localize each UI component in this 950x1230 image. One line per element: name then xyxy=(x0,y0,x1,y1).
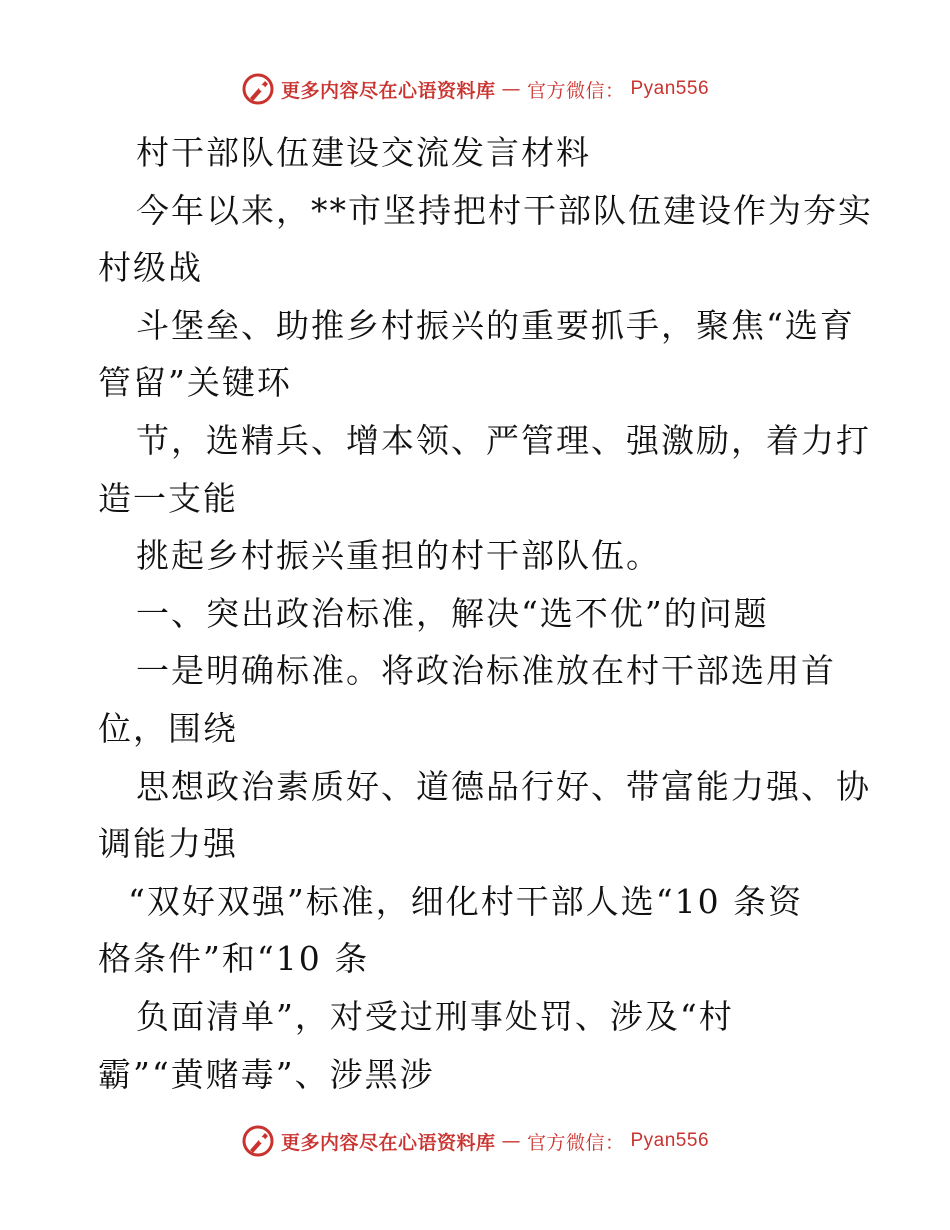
paragraph-line: 位，围绕 xyxy=(98,708,238,748)
paragraph-line: 今年以来，**市坚持把村干部队伍建设作为夯实 xyxy=(136,190,873,230)
paragraph-line: 管留”关键环 xyxy=(98,363,292,403)
pen-logo-icon xyxy=(241,1124,275,1158)
paragraph-line: 格条件”和“10 条 xyxy=(98,939,370,979)
pen-logo-icon xyxy=(241,72,275,106)
document-body xyxy=(98,124,873,1103)
watermark-official-text: 官方微信： xyxy=(526,79,625,102)
paragraph-line: 斗堡垒、助推乡村振兴的重要抓手，聚焦“选育 xyxy=(136,305,855,345)
footer-watermark xyxy=(0,1124,950,1158)
watermark-separator: — xyxy=(501,1130,521,1152)
paragraph-line: 造一支能 xyxy=(98,478,238,518)
watermark-wechat-id: Pyan556 xyxy=(630,1130,710,1151)
paragraph-line: 负面清单”，对受过刑事处罚、涉及“村 xyxy=(136,996,734,1036)
paragraph-line: 霸”“黄赌毒”、涉黑涉 xyxy=(98,1054,435,1094)
watermark-separator: — xyxy=(501,78,521,100)
watermark-wechat-id: Pyan556 xyxy=(630,78,710,99)
paragraph-line: 村级战 xyxy=(98,248,203,288)
watermark-official-text: 官方微信： xyxy=(526,1131,625,1154)
paragraph-line: 一是明确标准。将政治标准放在村干部选用首 xyxy=(136,651,836,691)
header-watermark xyxy=(0,72,950,106)
paragraph-line: 调能力强 xyxy=(98,824,238,864)
document-title: 村干部队伍建设交流发言材料 xyxy=(136,133,591,172)
paragraph-line: 挑起乡村振兴重担的村干部队伍。 xyxy=(136,536,661,576)
watermark-site-text: 更多内容尽在心语资料库 xyxy=(280,1131,496,1154)
section-heading: 一、突出政治标准，解决“选不优”的问题 xyxy=(136,593,769,633)
watermark-site-text: 更多内容尽在心语资料库 xyxy=(280,79,496,102)
paragraph-line: “双好双强”标准，细化村干部人选“10 条资 xyxy=(128,881,804,921)
paragraph-line: 节，选精兵、增本领、严管理、强激励，着力打 xyxy=(136,420,871,460)
paragraph-line: 思想政治素质好、道德品行好、带富能力强、协 xyxy=(136,766,871,806)
